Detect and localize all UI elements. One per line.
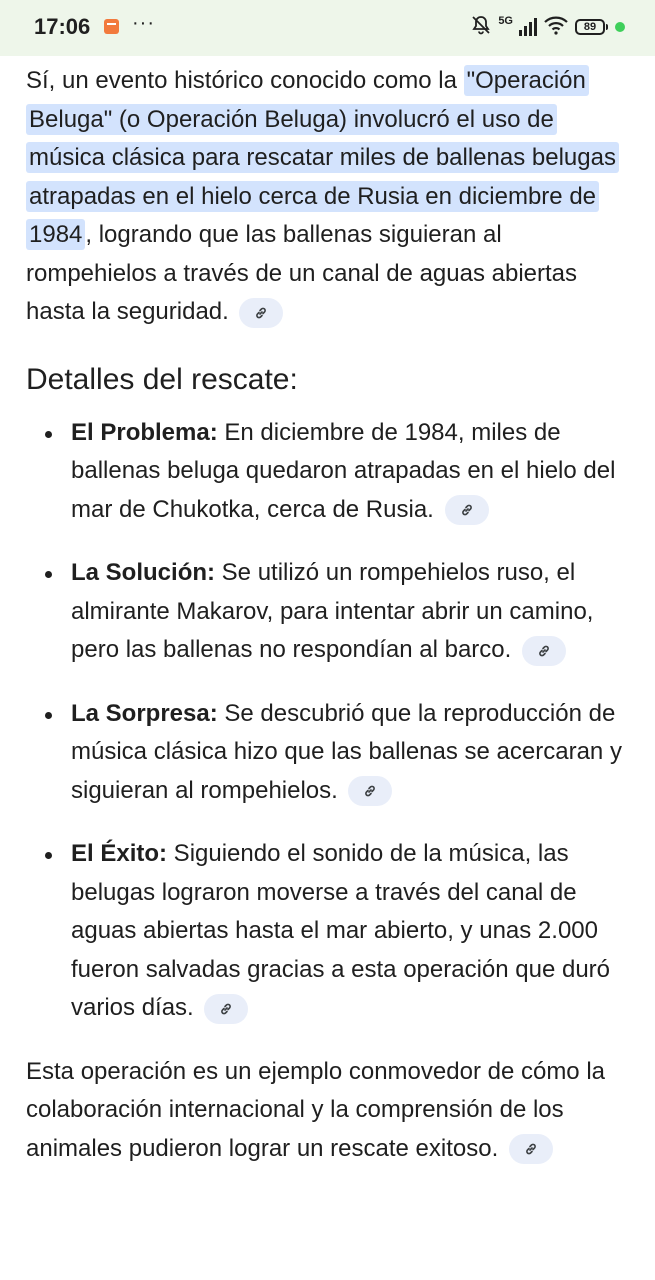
highlighted-text[interactable]: "Operación Beluga" (o Operación Beluga) involucró el uso de música clásica para rescatar miles de ballenas belugas atrapadas en el hielo cerca de Rusia en diciembre de 1984 bbox=[26, 65, 619, 250]
list-item bbox=[26, 554, 631, 670]
section-title: Detalles del rescate: bbox=[26, 362, 298, 396]
intro-paragraph bbox=[26, 62, 631, 332]
status-bar bbox=[0, 0, 655, 56]
status-time: 17:06 bbox=[34, 14, 91, 39]
source-link-chip[interactable] bbox=[348, 776, 392, 806]
intro-text: Sí, un evento histórico conocido como la bbox=[26, 67, 457, 94]
source-link-chip[interactable] bbox=[239, 298, 283, 328]
source-link-chip[interactable] bbox=[522, 636, 566, 666]
link-icon bbox=[537, 644, 551, 658]
intro-text-rest: , logrando que las ballenas siguieran al rompehielos a través de un canal de aguas abiertas hasta la seguridad. bbox=[26, 221, 578, 325]
link-icon bbox=[363, 784, 377, 798]
detail-text: En diciembre de 1984, miles de ballenas beluga quedaron atrapadas en el hielo del mar de Chukotka, cerca de Rusia. bbox=[71, 418, 616, 523]
detail-text: Siguiendo el sonido de la música, las belugas lograron moverse a través del canal de aguas abiertas hasta el mar abierto, y unas 2.000 fueron salvadas gracias a esta operación que duró varios días. bbox=[71, 840, 611, 1021]
details-list bbox=[26, 414, 631, 1028]
detail-label: La Sorpresa: bbox=[71, 699, 218, 727]
battery-icon: 89 bbox=[575, 19, 605, 35]
signal-icon bbox=[519, 18, 537, 36]
source-link-chip[interactable] bbox=[204, 994, 248, 1024]
list-item bbox=[26, 414, 631, 530]
source-link-chip[interactable] bbox=[445, 495, 489, 525]
wifi-icon bbox=[543, 15, 569, 40]
link-icon bbox=[524, 1142, 538, 1156]
list-item bbox=[26, 835, 631, 1028]
detail-text: Se utilizó un rompehielos ruso, el almirante Makarov, para intentar abrir un camino, pero las ballenas no respondían al barco. bbox=[71, 559, 594, 663]
detail-text: Se descubrió que la reproducción de música clásica hizo que las ballenas se acercaran y siguieran al rompehielos. bbox=[71, 699, 622, 804]
network-type: 5G bbox=[498, 15, 513, 27]
conclusion-paragraph bbox=[26, 1053, 631, 1169]
list-item bbox=[26, 695, 631, 811]
source-link-chip[interactable] bbox=[509, 1134, 553, 1164]
more-notifications-icon: ··· bbox=[132, 12, 155, 34]
notification-app-icon bbox=[104, 19, 119, 34]
conclusion-text: Esta operación es un ejemplo conmovedor de cómo la colaboración internacional y la comprensión de los animales pudieron lograr un rescate exitoso. bbox=[26, 1057, 605, 1162]
link-icon bbox=[219, 1002, 233, 1016]
link-icon bbox=[460, 503, 474, 517]
detail-label: El Éxito: bbox=[71, 840, 168, 867]
status-dot bbox=[615, 22, 625, 32]
detail-label: La Solución: bbox=[71, 559, 215, 586]
response-content bbox=[26, 62, 631, 1168]
bell-off-icon bbox=[470, 14, 492, 41]
link-icon bbox=[254, 306, 268, 320]
detail-label: El Problema: bbox=[71, 418, 218, 446]
